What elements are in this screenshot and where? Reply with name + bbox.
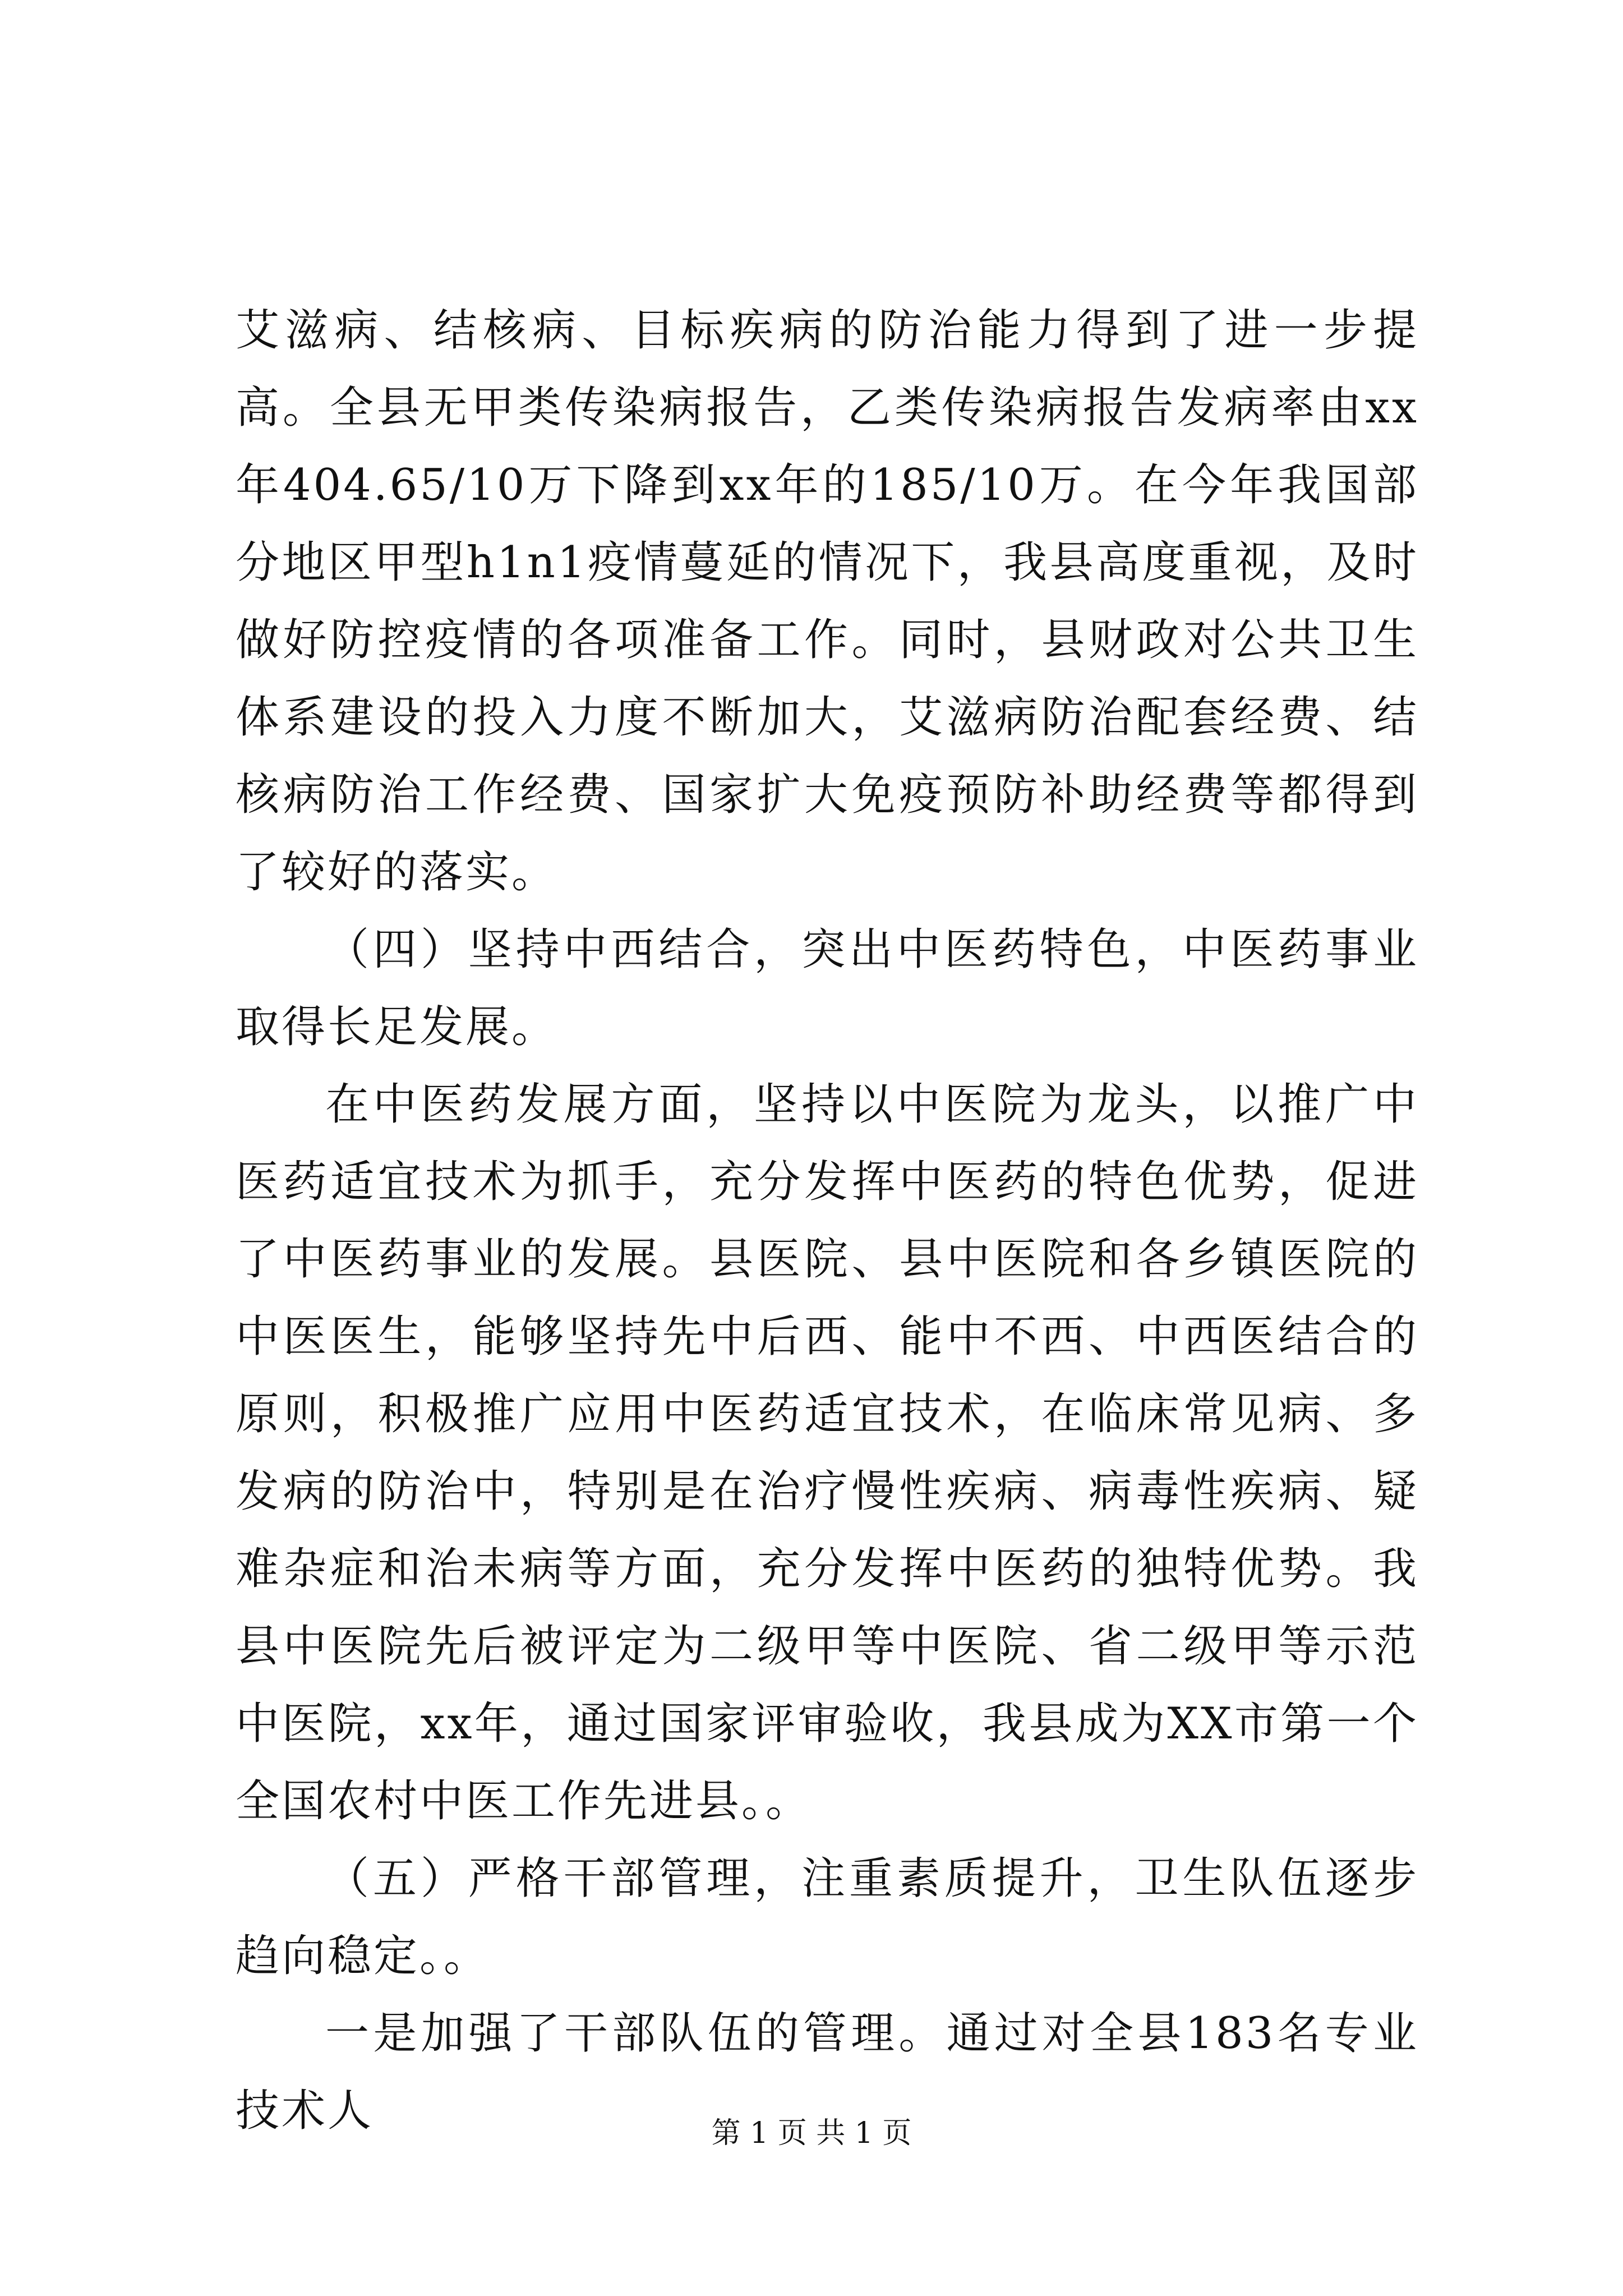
document-body [236, 292, 1419, 2150]
paragraph-3: 在中医药发展方面，坚持以中医院为龙头，以推广中医药适宜技术为抓手，充分发挥中医药的特色优势，促进了中医药事业的发展。县医院、县中医院和各乡镇医院的中医医生，能够坚持先中后西、能中不西、中西医结合的原则，积极推广应用中医药适宜技术，在临床常见病、多发病的防治中，特别是在治疗慢性疾病、病毒性疾病、疑难杂症和治未病等方面，充分发挥中医药的独特优势。我县中医院先后被评定为二级甲等中医院、省二级甲等示范中医院，xx年，通过国家评审验收，我县成为XX市第一个全国农村中医工作先进县。。 [236, 1079, 1419, 1826]
paragraph-4-heading-five: （五）严格干部管理，注重素质提升，卫生队伍逐步趋向稳定。。 [236, 1853, 1419, 1981]
paragraph-5: 一是加强了干部队伍的管理。通过对全县183名专业技术人 [236, 2008, 1419, 2136]
paragraph-2-heading-four: （四）坚持中西结合，突出中医药特色，中医药事业取得长足发展。 [236, 924, 1419, 1052]
page-footer: 第 1 页 共 1 页 [711, 2116, 912, 2150]
paragraph-1: 艾滋病、结核病、目标疾病的防治能力得到了进一步提高。全县无甲类传染病报告，乙类传染病报告发病率由xx年404.65/10万下降到xx年的185/10万。在今年我国部分地区甲型h1n1疫情蔓延的情况下，我县高度重视，及时做好防控疫情的各项准备工作。同时，县财政对公共卫生体系建设的投入力度不断加大，艾滋病防治配套经费、结核病防治工作经费、国家扩大免疫预防补助经费等都得到了较好的落实。 [236, 305, 1419, 898]
